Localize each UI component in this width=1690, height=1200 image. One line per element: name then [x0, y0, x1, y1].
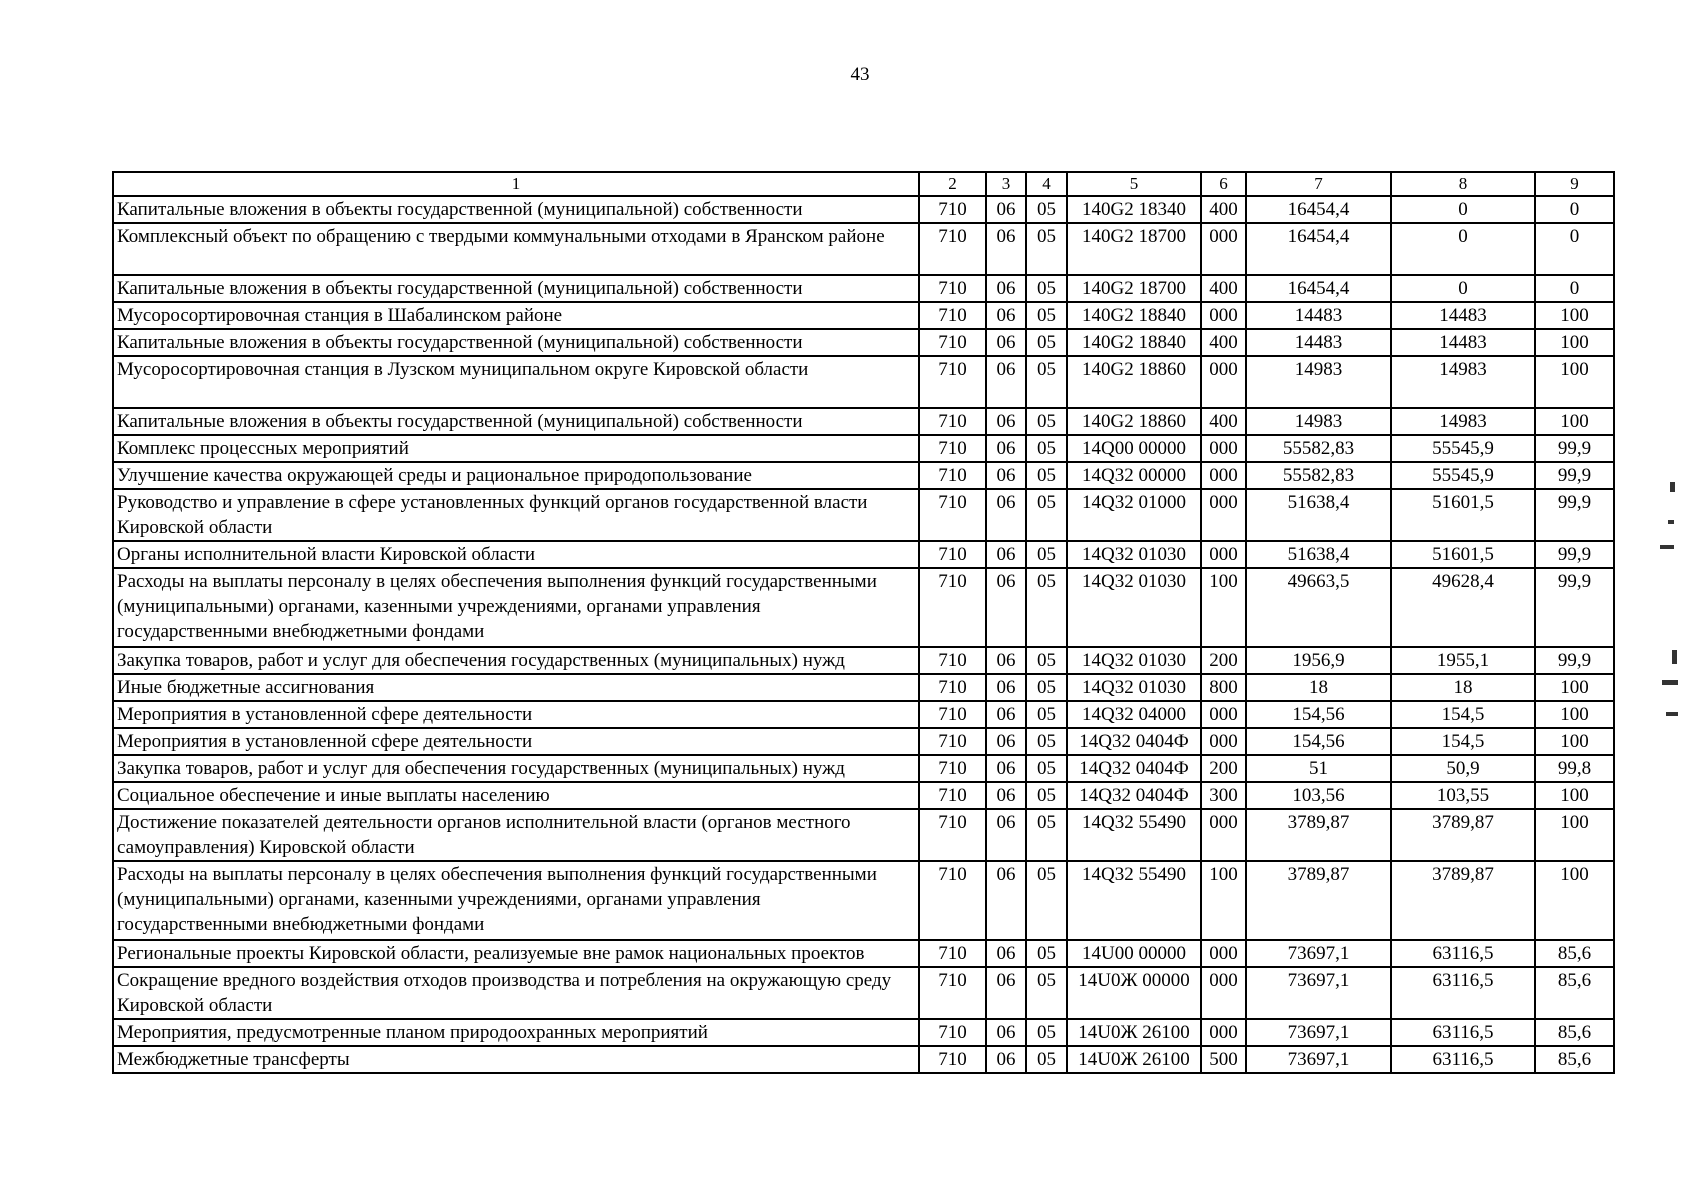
code-target: 14Q32 0404Ф: [1067, 728, 1201, 755]
code-target: 140G2 18700: [1067, 275, 1201, 302]
code-target: 140G2 18700: [1067, 223, 1201, 275]
value-percent: 99,9: [1535, 489, 1614, 541]
code-section: 06: [986, 489, 1026, 541]
header-cell: 1: [113, 172, 919, 196]
table-row: [113, 223, 1614, 275]
value-plan: 154,56: [1246, 701, 1391, 728]
code-admin: 710: [919, 196, 986, 223]
code-type: 000: [1201, 701, 1246, 728]
code-section: 06: [986, 541, 1026, 568]
code-admin: 710: [919, 967, 986, 1019]
value-plan: 18: [1246, 674, 1391, 701]
code-type: 400: [1201, 408, 1246, 435]
row-name: Мероприятия в установленной сфере деятельности: [113, 701, 919, 728]
row-name: Комплексный объект по обращению с твердыми коммунальными отходами в Яранском районе: [113, 223, 919, 275]
code-target: 14Q32 01030: [1067, 647, 1201, 674]
code-type: 800: [1201, 674, 1246, 701]
table-row: [113, 728, 1614, 755]
table-row: [113, 755, 1614, 782]
row-name: Мероприятия, предусмотренные планом природоохранных мероприятий: [113, 1019, 919, 1046]
value-actual: 55545,9: [1391, 435, 1535, 462]
code-type: 400: [1201, 196, 1246, 223]
value-actual: 0: [1391, 275, 1535, 302]
table-row: [113, 196, 1614, 223]
budget-table: [112, 171, 1615, 1074]
code-section: 06: [986, 196, 1026, 223]
value-percent: 100: [1535, 329, 1614, 356]
value-plan: 16454,4: [1246, 223, 1391, 275]
code-target: 14Q32 0404Ф: [1067, 755, 1201, 782]
code-target: 14U0Ж 26100: [1067, 1046, 1201, 1073]
table-row: [113, 408, 1614, 435]
code-section: 06: [986, 674, 1026, 701]
value-plan: 51638,4: [1246, 489, 1391, 541]
header-cell: 3: [986, 172, 1026, 196]
table-header-row: [113, 172, 1614, 196]
value-plan: 73697,1: [1246, 967, 1391, 1019]
code-type: 200: [1201, 755, 1246, 782]
table-row: [113, 967, 1614, 1019]
code-section: 06: [986, 728, 1026, 755]
value-actual: 49628,4: [1391, 568, 1535, 647]
header-cell: 2: [919, 172, 986, 196]
code-admin: 710: [919, 647, 986, 674]
code-subsection: 05: [1026, 275, 1067, 302]
table-row: [113, 435, 1614, 462]
code-target: 140G2 18860: [1067, 408, 1201, 435]
code-target: 140G2 18840: [1067, 329, 1201, 356]
value-percent: 100: [1535, 861, 1614, 940]
value-actual: 63116,5: [1391, 1019, 1535, 1046]
value-plan: 55582,83: [1246, 435, 1391, 462]
value-actual: 0: [1391, 196, 1535, 223]
value-plan: 73697,1: [1246, 1046, 1391, 1073]
scan-artifact: [1672, 650, 1677, 664]
code-type: 000: [1201, 940, 1246, 967]
code-admin: 710: [919, 701, 986, 728]
code-admin: 710: [919, 462, 986, 489]
code-section: 06: [986, 940, 1026, 967]
code-admin: 710: [919, 755, 986, 782]
value-actual: 3789,87: [1391, 809, 1535, 861]
value-actual: 154,5: [1391, 701, 1535, 728]
code-admin: 710: [919, 302, 986, 329]
value-percent: 0: [1535, 223, 1614, 275]
value-plan: 16454,4: [1246, 196, 1391, 223]
row-name: Региональные проекты Кировской области, реализуемые вне рамок национальных проектов: [113, 940, 919, 967]
code-section: 06: [986, 1046, 1026, 1073]
code-type: 100: [1201, 568, 1246, 647]
row-name: Капитальные вложения в объекты государственной (муниципальной) собственности: [113, 329, 919, 356]
value-actual: 14983: [1391, 356, 1535, 408]
scan-artifact: [1670, 482, 1675, 492]
table-row: [113, 462, 1614, 489]
code-admin: 710: [919, 489, 986, 541]
table-row: [113, 701, 1614, 728]
scan-artifact: [1660, 545, 1674, 549]
code-target: 14Q32 55490: [1067, 861, 1201, 940]
row-name: Социальное обеспечение и иные выплаты населению: [113, 782, 919, 809]
scan-artifact: [1666, 712, 1678, 716]
table-row: [113, 782, 1614, 809]
table-row: [113, 809, 1614, 861]
value-percent: 99,9: [1535, 568, 1614, 647]
code-section: 06: [986, 809, 1026, 861]
code-target: 14Q32 01000: [1067, 489, 1201, 541]
code-admin: 710: [919, 861, 986, 940]
value-actual: 63116,5: [1391, 1046, 1535, 1073]
row-name: Расходы на выплаты персоналу в целях обеспечения выполнения функций государственными (муниципальными) органами, казенными учреждениями, органами управления государственными внебюджетными фондами: [113, 861, 919, 940]
code-type: 000: [1201, 462, 1246, 489]
value-plan: 73697,1: [1246, 1019, 1391, 1046]
scan-artifact: [1668, 520, 1674, 524]
row-name: Закупка товаров, работ и услуг для обеспечения государственных (муниципальных) нужд: [113, 755, 919, 782]
code-target: 140G2 18840: [1067, 302, 1201, 329]
code-target: 14Q32 01030: [1067, 674, 1201, 701]
code-target: 14Q32 55490: [1067, 809, 1201, 861]
code-section: 06: [986, 861, 1026, 940]
table-row: [113, 861, 1614, 940]
header-cell: 8: [1391, 172, 1535, 196]
code-subsection: 05: [1026, 809, 1067, 861]
code-section: 06: [986, 1019, 1026, 1046]
value-percent: 100: [1535, 782, 1614, 809]
code-section: 06: [986, 701, 1026, 728]
table-row: [113, 674, 1614, 701]
value-plan: 103,56: [1246, 782, 1391, 809]
value-plan: 1956,9: [1246, 647, 1391, 674]
table-row: [113, 568, 1614, 647]
code-admin: 710: [919, 809, 986, 861]
code-target: 140G2 18860: [1067, 356, 1201, 408]
value-percent: 100: [1535, 728, 1614, 755]
row-name: Мероприятия в установленной сфере деятельности: [113, 728, 919, 755]
row-name: Мусоросортировочная станция в Шабалинском районе: [113, 302, 919, 329]
header-cell: 9: [1535, 172, 1614, 196]
code-type: 000: [1201, 356, 1246, 408]
code-section: 06: [986, 435, 1026, 462]
code-type: 000: [1201, 1019, 1246, 1046]
code-subsection: 05: [1026, 223, 1067, 275]
value-plan: 14983: [1246, 356, 1391, 408]
code-admin: 710: [919, 940, 986, 967]
table-row: [113, 1019, 1614, 1046]
code-subsection: 05: [1026, 329, 1067, 356]
value-actual: 0: [1391, 223, 1535, 275]
code-admin: 710: [919, 782, 986, 809]
value-percent: 99,8: [1535, 755, 1614, 782]
code-subsection: 05: [1026, 674, 1067, 701]
value-actual: 154,5: [1391, 728, 1535, 755]
value-plan: 51638,4: [1246, 541, 1391, 568]
code-subsection: 05: [1026, 967, 1067, 1019]
value-percent: 100: [1535, 408, 1614, 435]
page-number: 43: [850, 64, 870, 85]
code-type: 000: [1201, 967, 1246, 1019]
value-plan: 14983: [1246, 408, 1391, 435]
code-type: 000: [1201, 223, 1246, 275]
code-type: 400: [1201, 275, 1246, 302]
row-name: Комплекс процессных мероприятий: [113, 435, 919, 462]
value-percent: 85,6: [1535, 967, 1614, 1019]
code-target: 14Q32 01030: [1067, 541, 1201, 568]
code-admin: 710: [919, 223, 986, 275]
code-subsection: 05: [1026, 728, 1067, 755]
value-plan: 16454,4: [1246, 275, 1391, 302]
code-admin: 710: [919, 541, 986, 568]
scan-artifact: [1662, 680, 1678, 685]
table-body: [113, 196, 1614, 1073]
value-percent: 99,9: [1535, 462, 1614, 489]
value-percent: 100: [1535, 302, 1614, 329]
value-actual: 14483: [1391, 302, 1535, 329]
row-name: Органы исполнительной власти Кировской области: [113, 541, 919, 568]
code-target: 14Q32 00000: [1067, 462, 1201, 489]
code-section: 06: [986, 356, 1026, 408]
value-plan: 49663,5: [1246, 568, 1391, 647]
value-percent: 100: [1535, 809, 1614, 861]
value-plan: 3789,87: [1246, 809, 1391, 861]
row-name: Руководство и управление в сфере установленных функций органов государственной власти Кировской области: [113, 489, 919, 541]
row-name: Капитальные вложения в объекты государственной (муниципальной) собственности: [113, 275, 919, 302]
value-actual: 51601,5: [1391, 541, 1535, 568]
code-admin: 710: [919, 435, 986, 462]
value-percent: 100: [1535, 701, 1614, 728]
value-actual: 55545,9: [1391, 462, 1535, 489]
code-section: 06: [986, 755, 1026, 782]
code-subsection: 05: [1026, 408, 1067, 435]
code-subsection: 05: [1026, 489, 1067, 541]
code-subsection: 05: [1026, 568, 1067, 647]
row-name: Улучшение качества окружающей среды и рациональное природопользование: [113, 462, 919, 489]
value-percent: 85,6: [1535, 1019, 1614, 1046]
value-actual: 63116,5: [1391, 940, 1535, 967]
code-type: 000: [1201, 809, 1246, 861]
value-plan: 14483: [1246, 329, 1391, 356]
value-actual: 50,9: [1391, 755, 1535, 782]
code-admin: 710: [919, 728, 986, 755]
value-percent: 100: [1535, 674, 1614, 701]
value-percent: 0: [1535, 196, 1614, 223]
row-name: Капитальные вложения в объекты государственной (муниципальной) собственности: [113, 408, 919, 435]
code-admin: 710: [919, 408, 986, 435]
header-cell: 6: [1201, 172, 1246, 196]
code-admin: 710: [919, 568, 986, 647]
code-section: 06: [986, 223, 1026, 275]
value-percent: 99,9: [1535, 647, 1614, 674]
code-subsection: 05: [1026, 782, 1067, 809]
value-percent: 85,6: [1535, 1046, 1614, 1073]
value-plan: 73697,1: [1246, 940, 1391, 967]
code-target: 14Q32 01030: [1067, 568, 1201, 647]
value-percent: 100: [1535, 356, 1614, 408]
code-target: 14Q32 04000: [1067, 701, 1201, 728]
code-subsection: 05: [1026, 356, 1067, 408]
value-actual: 51601,5: [1391, 489, 1535, 541]
code-admin: 710: [919, 1019, 986, 1046]
code-target: 14Q00 00000: [1067, 435, 1201, 462]
value-actual: 14983: [1391, 408, 1535, 435]
value-actual: 14483: [1391, 329, 1535, 356]
code-subsection: 05: [1026, 1019, 1067, 1046]
row-name: Закупка товаров, работ и услуг для обеспечения государственных (муниципальных) нужд: [113, 647, 919, 674]
code-admin: 710: [919, 674, 986, 701]
value-plan: 14483: [1246, 302, 1391, 329]
code-section: 06: [986, 647, 1026, 674]
row-name: Мусоросортировочная станция в Лузском муниципальном округе Кировской области: [113, 356, 919, 408]
code-subsection: 05: [1026, 861, 1067, 940]
value-percent: 99,9: [1535, 541, 1614, 568]
code-type: 100: [1201, 861, 1246, 940]
value-plan: 3789,87: [1246, 861, 1391, 940]
code-subsection: 05: [1026, 1046, 1067, 1073]
code-target: 14U0Ж 00000: [1067, 967, 1201, 1019]
value-actual: 103,55: [1391, 782, 1535, 809]
code-type: 000: [1201, 435, 1246, 462]
code-section: 06: [986, 462, 1026, 489]
code-section: 06: [986, 408, 1026, 435]
code-section: 06: [986, 782, 1026, 809]
code-section: 06: [986, 967, 1026, 1019]
code-section: 06: [986, 275, 1026, 302]
value-plan: 55582,83: [1246, 462, 1391, 489]
code-type: 400: [1201, 329, 1246, 356]
table-row: [113, 1046, 1614, 1073]
table-row: [113, 489, 1614, 541]
code-subsection: 05: [1026, 701, 1067, 728]
code-subsection: 05: [1026, 302, 1067, 329]
code-admin: 710: [919, 1046, 986, 1073]
code-target: 14U0Ж 26100: [1067, 1019, 1201, 1046]
row-name: Достижение показателей деятельности органов исполнительной власти (органов местного самоуправления) Кировской области: [113, 809, 919, 861]
row-name: Иные бюджетные ассигнования: [113, 674, 919, 701]
code-subsection: 05: [1026, 940, 1067, 967]
table-row: [113, 356, 1614, 408]
table-row: [113, 940, 1614, 967]
value-actual: 3789,87: [1391, 861, 1535, 940]
code-type: 000: [1201, 302, 1246, 329]
code-subsection: 05: [1026, 462, 1067, 489]
table-row: [113, 541, 1614, 568]
row-name: Расходы на выплаты персоналу в целях обеспечения выполнения функций государственными (муниципальными) органами, казенными учреждениями, органами управления государственными внебюджетными фондами: [113, 568, 919, 647]
code-section: 06: [986, 302, 1026, 329]
value-actual: 18: [1391, 674, 1535, 701]
code-admin: 710: [919, 329, 986, 356]
table-row: [113, 275, 1614, 302]
value-actual: 63116,5: [1391, 967, 1535, 1019]
value-percent: 99,9: [1535, 435, 1614, 462]
code-target: 14Q32 0404Ф: [1067, 782, 1201, 809]
code-subsection: 05: [1026, 435, 1067, 462]
code-subsection: 05: [1026, 755, 1067, 782]
code-type: 300: [1201, 782, 1246, 809]
code-admin: 710: [919, 275, 986, 302]
row-name: Межбюджетные трансферты: [113, 1046, 919, 1073]
table-row: [113, 302, 1614, 329]
code-section: 06: [986, 329, 1026, 356]
code-type: 000: [1201, 728, 1246, 755]
code-type: 000: [1201, 541, 1246, 568]
row-name: Сокращение вредного воздействия отходов производства и потребления на окружающую среду Кировской области: [113, 967, 919, 1019]
code-target: 140G2 18340: [1067, 196, 1201, 223]
value-plan: 154,56: [1246, 728, 1391, 755]
value-actual: 1955,1: [1391, 647, 1535, 674]
code-type: 000: [1201, 489, 1246, 541]
table-row: [113, 647, 1614, 674]
code-admin: 710: [919, 356, 986, 408]
table-row: [113, 329, 1614, 356]
code-subsection: 05: [1026, 196, 1067, 223]
code-target: 14U00 00000: [1067, 940, 1201, 967]
header-cell: 5: [1067, 172, 1201, 196]
value-percent: 85,6: [1535, 940, 1614, 967]
header-cell: 4: [1026, 172, 1067, 196]
header-cell: 7: [1246, 172, 1391, 196]
row-name: Капитальные вложения в объекты государственной (муниципальной) собственности: [113, 196, 919, 223]
code-subsection: 05: [1026, 647, 1067, 674]
value-percent: 0: [1535, 275, 1614, 302]
code-type: 500: [1201, 1046, 1246, 1073]
code-section: 06: [986, 568, 1026, 647]
code-subsection: 05: [1026, 541, 1067, 568]
code-type: 200: [1201, 647, 1246, 674]
value-plan: 51: [1246, 755, 1391, 782]
